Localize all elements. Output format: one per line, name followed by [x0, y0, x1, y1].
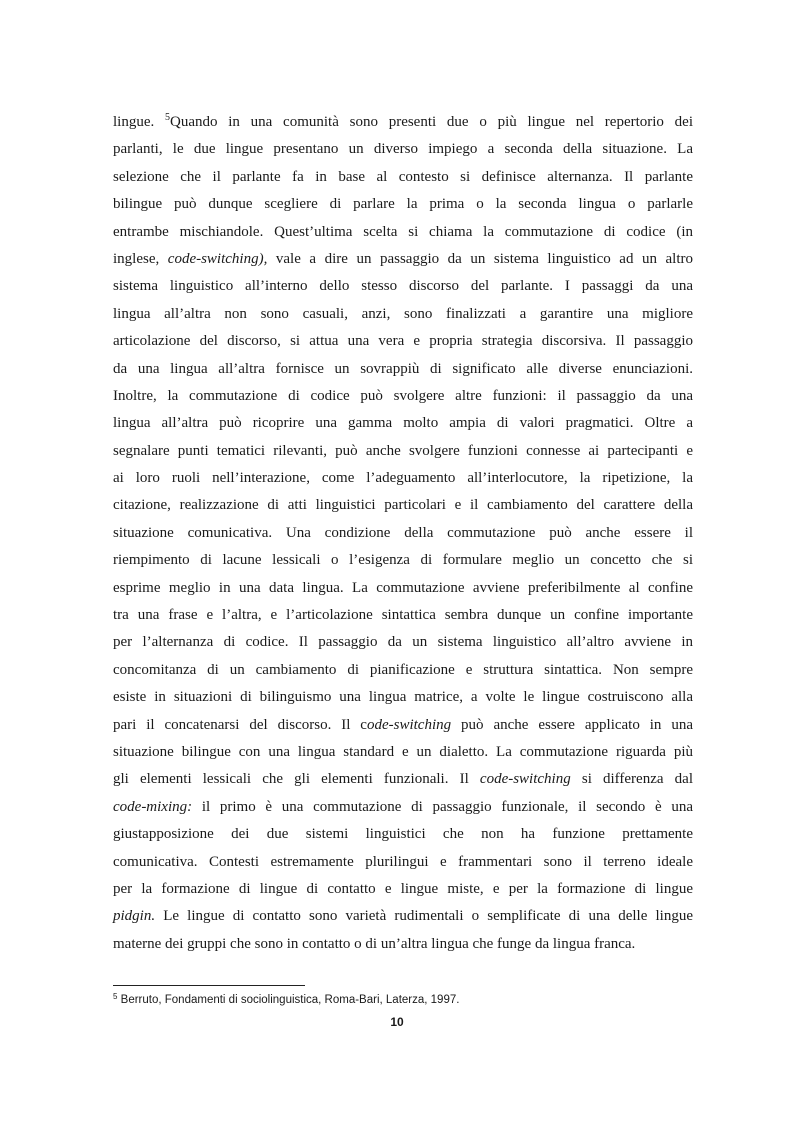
italic-term: code-switching [479, 771, 571, 788]
page-number: 10 [390, 1015, 404, 1029]
italic-term: code-switching), [167, 250, 268, 267]
text-line: sistema linguistico all’interno dello stesso discorso del parlante. I passaggi da una [113, 278, 693, 295]
text-line: bilingue può dunque scegliere di parlare la prima o la seconda lingua o parlarle [113, 196, 693, 213]
footnote-mark: 5 [113, 992, 118, 1001]
text-line: esprime meglio in una data lingua. La commutazione avviene preferibilmente al confine [113, 579, 693, 596]
text-line: tra una frase e l’altra, e l’articolazione sintattica sembra dunque un confine importante [113, 607, 693, 624]
text-line: pidgin. Le lingue di contatto sono varietà rudimentali o semplificate di una delle lingue [113, 908, 693, 925]
text-line: giustapposizione dei due sistemi linguistici che non ha funzione prettamente [113, 826, 693, 843]
italic-term: ode-switching [366, 716, 452, 733]
body-paragraph [113, 109, 693, 958]
text-line: per l’alternanza di codice. Il passaggio da un sistema linguistico all’altro avviene in [113, 634, 693, 651]
footnote [113, 992, 693, 1008]
text-line: Inoltre, la commutazione di codice può svolgere altre funzioni: il passaggio da una [113, 387, 693, 404]
text-line: inglese, code-switching), vale a dire un passaggio da un sistema linguistico ad un altro [113, 250, 693, 267]
italic-term: code-mixing: [113, 798, 193, 815]
text-line: esiste in situazioni di bilinguismo una lingua matrice, a volte le lingue costruiscono alla [113, 689, 693, 706]
text-line: pari il concatenarsi del discorso. Il code-switching può anche essere applicato in una [113, 716, 693, 733]
text-line: selezione che il parlante fa in base al contesto si definisce alternanza. Il parlante [113, 168, 693, 185]
text-line: da una lingua all’altra fornisce un sovrappiù di significato alle diverse enunciazioni. [113, 360, 693, 377]
text-line: concomitanza di un cambiamento di pianificazione e struttura sintattica. Non sempre [113, 661, 693, 678]
text-line: gli elementi lessicali che gli elementi funzionali. Il code-switching si differenza dal [113, 771, 693, 788]
footnote-text: Berruto, Fondamenti di sociolinguistica, Roma-Bari, Laterza, 1997. [117, 994, 460, 1006]
text-line: articolazione del discorso, si attua una vera e propria strategia discorsiva. Il passaggio [113, 333, 693, 350]
text-line: materne dei gruppi che sono in contatto o di un’altra lingua che funge da lingua franca. [113, 935, 636, 952]
text-line: lingua all’altra può ricoprire una gamma molto ampia di valori pragmatici. Oltre a [113, 415, 693, 432]
text-line: comunicativa. Contesti estremamente plurilingui e frammentari sono il terreno ideale [113, 853, 693, 870]
text-line: riempimento di lacune lessicali o l’esigenza di formulare meglio un concetto che si [113, 552, 693, 569]
text-line: lingue. $^5$Quando in una comunità sono presenti due o più lingue nel repertorio dei [113, 112, 693, 130]
text-line: code-mixing: il primo è una commutazione di passaggio funzionale, il secondo è una [113, 798, 693, 815]
footnote-separator [113, 985, 305, 986]
italic-term: pidgin. [113, 908, 156, 925]
text-line: entrambe mischiandole. Quest’ultima scelta si chiama la commutazione di codice (in [113, 223, 693, 240]
text-line: per la formazione di lingue di contatto e lingue miste, e per la formazione di lingue [113, 880, 693, 897]
text-line: parlanti, le due lingue presentano un diverso impiego a seconda della situazione. La [113, 141, 693, 158]
text-line: situazione bilingue con una lingua standard e un dialetto. La commutazione riguarda più [113, 743, 693, 760]
footnote-reference[interactable]: 5 [165, 112, 170, 123]
text-line: ai loro ruoli nell’interazione, come l’adeguamento all’interlocutore, la ripetizione, la [113, 470, 693, 487]
text-line: lingua all’altra non sono casuali, anzi, sono finalizzati a garantire una migliore [113, 305, 693, 322]
text-line: citazione, realizzazione di atti linguistici particolari e il cambiamento del carattere della [113, 497, 693, 514]
text-line: segnalare punti tematici rilevanti, può anche svolgere funzioni connesse ai partecipanti e [113, 442, 693, 459]
text-line: situazione comunicativa. Una condizione della commutazione può anche essere il [113, 524, 693, 541]
